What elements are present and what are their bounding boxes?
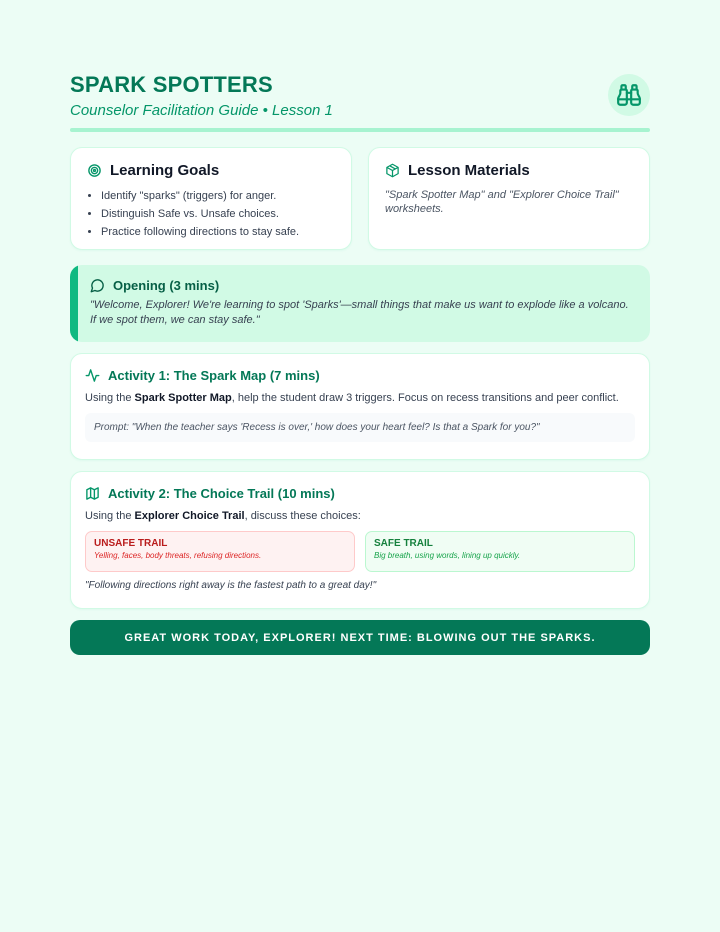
closing-banner: GREAT WORK TODAY, EXPLORER! NEXT TIME: BLOWING OUT THE SPARKS. — [70, 620, 650, 655]
page-header — [70, 72, 650, 128]
opening-title: Opening (3 mins) — [113, 278, 220, 293]
unsafe-trail-desc: Yelling, faces, body threats, refusing directions. — [94, 551, 262, 560]
list-item: • Identify "sparks" (triggers) for anger. — [101, 189, 335, 203]
lesson-materials-text: "Spark Spotter Map" and "Explorer Choice Trail" worksheets. — [385, 189, 619, 215]
learning-goals-card — [70, 147, 352, 250]
activity-2-text: Using the Explorer Choice Trail, discuss these choices: — [85, 510, 361, 522]
chat-bubble-icon — [90, 278, 105, 293]
safe-trail-desc: Big breath, using words, lining up quickly. — [374, 551, 521, 560]
map-icon — [85, 486, 100, 501]
safe-trail-title: SAFE TRAIL — [374, 538, 433, 549]
learning-goals-list — [87, 189, 335, 239]
activity-2-quote: "Following directions right away is the fastest path to a great day!" — [85, 580, 377, 591]
lesson-materials-title: Lesson Materials — [408, 162, 530, 179]
worksheet-name: Explorer Choice Trail — [134, 510, 245, 522]
box-icon — [385, 163, 400, 178]
page-title: SPARK SPOTTERS — [70, 72, 273, 97]
target-icon — [87, 163, 102, 178]
activity-1-title: Activity 1: The Spark Map (7 mins) — [108, 368, 320, 383]
trail-choices — [85, 531, 635, 572]
activity-1-prompt: Prompt: "When the teacher says 'Recess is over,' how does your heart feel? Is that a Spark for you?" — [85, 413, 635, 442]
opening-quote: "Welcome, Explorer! We're learning to spot 'Sparks'—small things that make us want to explode like a volcano. If we spot them, we can stay safe." — [90, 299, 629, 326]
unsafe-trail-title: UNSAFE TRAIL — [94, 538, 168, 549]
learning-goals-title: Learning Goals — [110, 162, 220, 179]
list-item: • Distinguish Safe vs. Unsafe choices. — [101, 207, 335, 221]
page-subtitle: Counselor Facilitation Guide • Lesson 1 — [70, 102, 333, 119]
header-divider — [70, 128, 650, 132]
activity-2-title: Activity 2: The Choice Trail (10 mins) — [108, 486, 335, 501]
unsafe-trail-box — [85, 531, 355, 572]
activity-2-card — [70, 471, 650, 609]
worksheet-name: Spark Spotter Map — [134, 392, 232, 404]
list-item: • Practice following directions to stay safe. — [101, 225, 335, 239]
overview-row — [70, 147, 650, 250]
opening-section — [70, 265, 650, 342]
logo-badge — [608, 74, 650, 116]
pulse-icon — [85, 368, 100, 383]
lesson-materials-card — [368, 147, 650, 250]
activity-1-text: Using the Spark Spotter Map, help the student draw 3 triggers. Focus on recess transitions and peer conflict. — [85, 392, 619, 404]
safe-trail-box — [365, 531, 635, 572]
lesson-guide — [70, 72, 650, 655]
binoculars-icon — [616, 82, 642, 108]
activity-1-card — [70, 353, 650, 460]
